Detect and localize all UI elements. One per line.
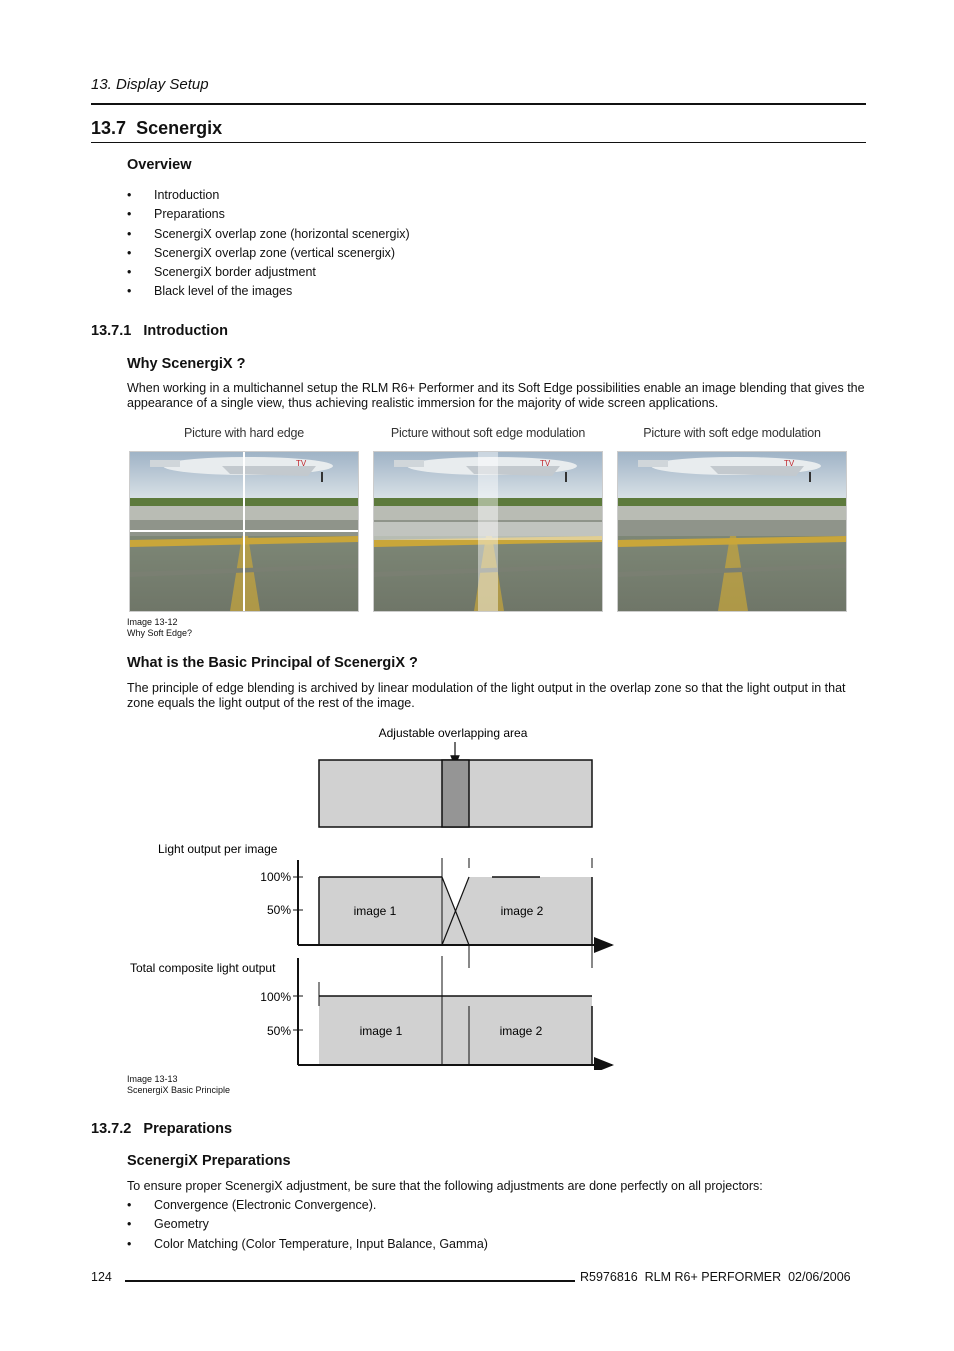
why-heading: Why ScenergiX ? xyxy=(127,356,246,372)
list-item: • Convergence (Electronic Convergence). xyxy=(127,1196,827,1215)
document-id: R5976816 RLM R6+ PERFORMER 02/06/2006 xyxy=(580,1270,851,1284)
introduction-heading: 13.7.1 Introduction xyxy=(91,323,228,339)
caption-text: ScenergiX Basic Principle xyxy=(127,1085,231,1095)
header-rule xyxy=(91,103,866,105)
photo-no-modulation xyxy=(373,451,603,612)
composite-label: Total composite light output xyxy=(130,961,276,975)
preparations-list xyxy=(127,1196,827,1254)
principle-heading: What is the Basic Principal of ScenergiX ? xyxy=(127,655,418,671)
section-name: Scenergix xyxy=(136,118,223,138)
why-paragraph: When working in a multichannel setup the RLM R6+ Performer and its Soft Edge possibilities enable an image blending that gives the appearance of a single view, thus achieving realistic immersion for the majority of wide screen applications. xyxy=(127,381,865,410)
preparations-heading: 13.7.2 Preparations xyxy=(91,1121,233,1137)
photo-title-hard-edge: Picture with hard edge xyxy=(184,426,304,440)
caption-number: Image 13-12 xyxy=(127,617,178,627)
svg-text:image 1: image 1 xyxy=(359,1024,403,1038)
photo-title-soft-edge: Picture with soft edge modulation xyxy=(643,426,821,440)
section-title xyxy=(91,118,222,139)
preparations-subheading: ScenergiX Preparations xyxy=(127,1153,291,1169)
chapter-header: 13. Display Setup xyxy=(91,76,209,93)
list-item: • ScenergiX border adjustment xyxy=(127,263,827,282)
light-output-label: Light output per image xyxy=(158,842,278,856)
caption-number: Image 13-13 xyxy=(127,1074,178,1084)
light-output-chart xyxy=(260,858,612,968)
overview-heading: Overview xyxy=(127,157,192,173)
svg-text:image 2: image 2 xyxy=(500,904,544,918)
scenergix-diagram xyxy=(120,720,640,1070)
overlap-zone xyxy=(442,760,469,827)
image-caption-13-13 xyxy=(127,1074,230,1096)
footer-rule xyxy=(125,1280,575,1282)
section-rule xyxy=(91,142,866,143)
overlap-label: Adjustable overlapping area xyxy=(378,726,528,740)
list-item: • Color Matching (Color Temperature, Input Balance, Gamma) xyxy=(127,1235,827,1254)
svg-text:image 2: image 2 xyxy=(499,1024,543,1038)
page-number: 124 xyxy=(91,1270,112,1284)
svg-text:100%: 100% xyxy=(260,990,291,1004)
image-caption-13-12 xyxy=(127,617,192,639)
list-item: • Geometry xyxy=(127,1215,827,1234)
list-item: • ScenergiX overlap zone (vertical scenergix) xyxy=(127,244,827,263)
composite-output-chart xyxy=(260,956,612,1065)
list-item: • Introduction xyxy=(127,186,827,205)
list-item: • ScenergiX overlap zone (horizontal scenergix) xyxy=(127,225,827,244)
photo-title-no-modulation: Picture without soft edge modulation xyxy=(390,426,586,440)
photo-hard-edge xyxy=(129,451,359,612)
list-item: • Preparations xyxy=(127,205,827,224)
photo-soft-edge xyxy=(617,451,847,612)
svg-text:50%: 50% xyxy=(266,1024,291,1038)
caption-text: Why Soft Edge? xyxy=(127,628,193,638)
overview-list xyxy=(127,186,827,302)
principle-paragraph: The principle of edge blending is archived by linear modulation of the light output in the overlap zone so that the light output in that zone equals the light output of the rest of the image. xyxy=(127,681,846,710)
svg-text:50%: 50% xyxy=(266,903,291,917)
preparations-paragraph: To ensure proper ScenergiX adjustment, be sure that the following adjustments are done perfectly on all projectors: xyxy=(127,1179,763,1193)
list-item: • Black level of the images xyxy=(127,282,827,301)
section-number: 13.7 xyxy=(91,118,127,138)
svg-text:100%: 100% xyxy=(260,870,291,884)
svg-text:image 1: image 1 xyxy=(353,904,397,918)
